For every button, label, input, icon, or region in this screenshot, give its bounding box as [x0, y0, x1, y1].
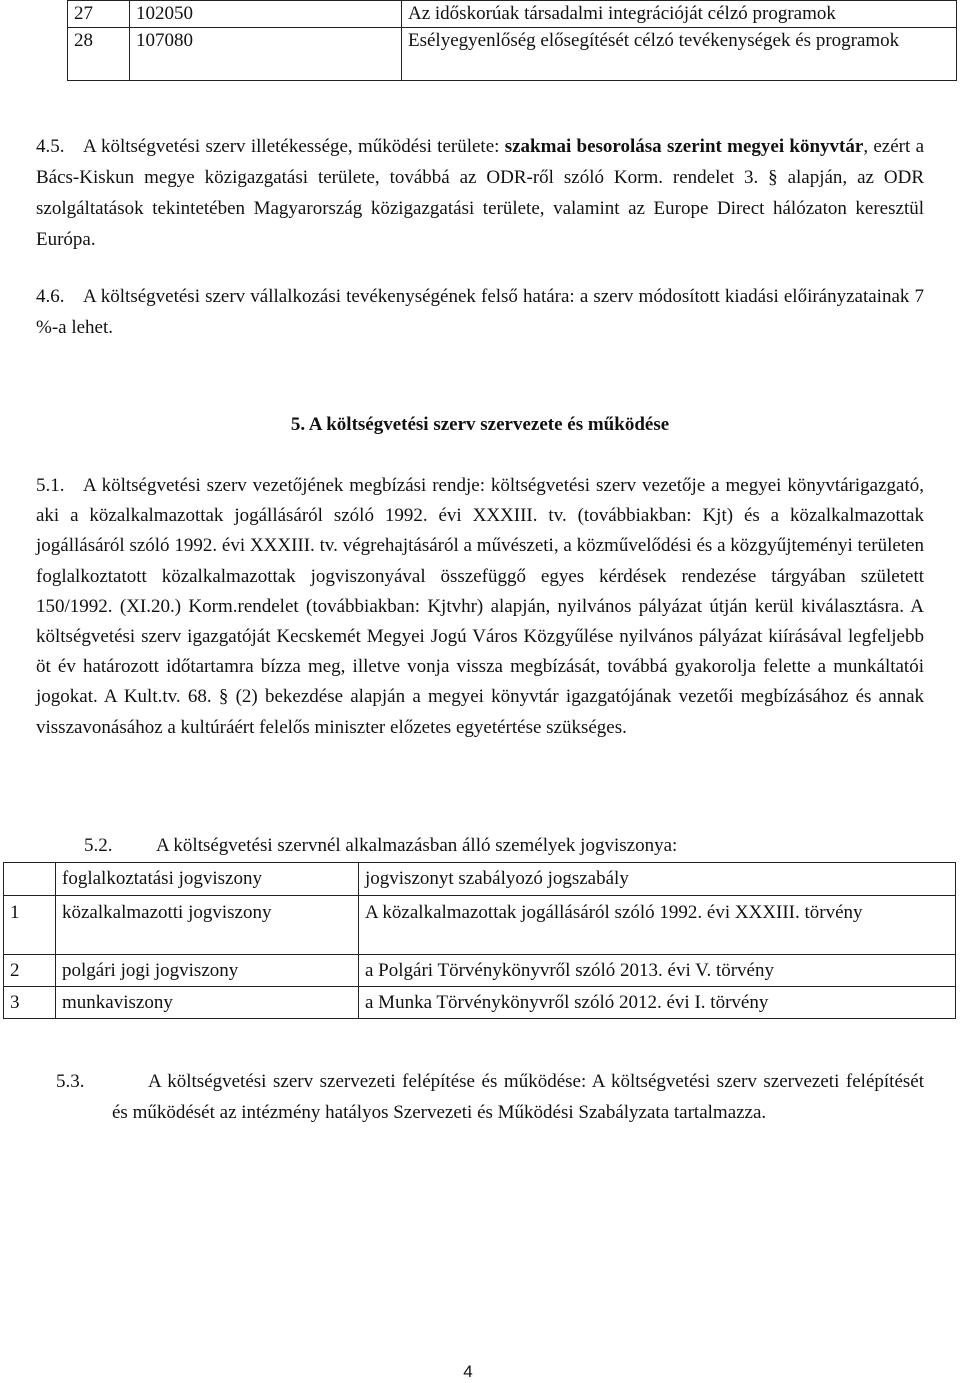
heading-5: 5. A költségvetési szerv szervezete és működése — [290, 414, 670, 435]
row-law: a Polgári Törvénykönyvről szóló 2013. évi V. törvény — [359, 955, 956, 987]
section-rest: , ezért a Bács-Kiskun megye közigazgatási területe, továbbá az ODR-ről szóló Korm. rendelet 3. § alapján, az ODR szolgáltatások tekintetében Magyarország közigazgatási területe, valamint az Europe Direct hálózaton keresztül Európa. — [36, 136, 924, 250]
section-5-1 — [36, 471, 924, 743]
header-cell — [4, 863, 56, 896]
row-code: 102050 — [130, 1, 402, 28]
employment-table — [3, 862, 956, 1019]
row-type: munkaviszony — [56, 987, 359, 1019]
row-number: 2 — [4, 955, 56, 987]
section-title: A költségvetési szervnél alkalmazásban álló személyek jogviszonya: — [156, 835, 678, 856]
table-row — [68, 1, 957, 28]
row-type: közalkalmazotti jogviszony — [56, 896, 359, 955]
section-text: A költségvetési szerv vállalkozási tevékenységének felső határa: a szerv módosított kiadási előirányzatainak 7 %-a lehet. — [36, 286, 924, 338]
row-text: Az időskorúak társadalmi integrációját célzó programok — [402, 1, 957, 28]
activity-table — [67, 0, 957, 81]
page-number: 4 — [463, 1362, 473, 1381]
row-number: 3 — [4, 987, 56, 1019]
section-text: A költségvetési szerv szervezeti felépítése és működése: A költségvetési szerv szervezeti felépítését és működését az intézmény hatályos Szervezeti és Működési Szabályzata tartalmazza. — [112, 1071, 924, 1123]
section-text: A költségvetési szerv vezetőjének megbízási rendje: költségvetési szerv vezetője a megyei könyvtárigazgató, aki a közalkalmazottak jogállásáról szóló 1992. évi XXXIII. tv. (továbbiakban: Kjt) és a közalkalmazottak jogállásáról szóló 1992. évi XXXIII. tv. végrehajtásáról a művészeti, a közművelődési és a közgyűjteményi területen foglalkoztatott közalkalmazottak jogviszonyával összefüggő egyes kérdések rendezése tárgyában született 150/1992. (XI.20.) Korm.rendelet (továbbiakban: Kjtvhr) alapján, nyilvános pályázat útján kerül kiválasztásra. A költségvetési szerv igazgatóját Kecskemét Megyei Jogú Város Közgyűlése nyilvános pályázat kiírásával legfeljebb öt év határozott időtartamra bízza meg, illetve vonja vissza megbízását, továbbá gyakorolja felette a munkáltatói jogokat. A Kult.tv. 68. § (2) bekezdése alapján a megyei könyvtár igazgatójának vezetői megbízásához és annak visszavonásához a kultúráért felelős miniszter előzetes egyetértése szükséges. — [36, 475, 924, 738]
row-number: 28 — [68, 28, 130, 81]
table-header-row — [4, 863, 956, 896]
section-number: 5.3. — [56, 1071, 85, 1092]
section-5-3 — [56, 1066, 924, 1128]
section-number: 5.1. — [36, 475, 65, 496]
section-bold: szakmai besorolása szerint megyei könyvtár — [504, 136, 864, 157]
row-type: polgári jogi jogviszony — [56, 955, 359, 987]
row-number: 1 — [4, 896, 56, 955]
row-text: Esélyegyenlőség elősegítését célzó tevékenységek és programok — [402, 28, 957, 81]
section-number: 4.6. — [36, 286, 65, 307]
section-4-5 — [36, 131, 924, 255]
header-cell: jogviszonyt szabályozó jogszabály — [359, 863, 956, 896]
row-law: A közalkalmazottak jogállásáról szóló 1992. évi XXXIII. törvény — [359, 896, 956, 955]
row-code: 107080 — [130, 28, 402, 81]
row-number: 27 — [68, 1, 130, 28]
table-row — [68, 28, 957, 81]
table-row — [4, 987, 956, 1019]
table-row — [4, 896, 956, 955]
section-intro: A költségvetési szerv illetékessége, működési területe: — [83, 136, 500, 157]
header-cell: foglalkoztatási jogviszony — [56, 863, 359, 896]
row-law: a Munka Törvénykönyvről szóló 2012. évi I. törvény — [359, 987, 956, 1019]
section-4-6 — [36, 281, 924, 343]
section-number: 5.2. — [84, 835, 113, 856]
table-row — [4, 955, 956, 987]
section-5-2-title — [84, 831, 677, 861]
section-number: 4.5. — [36, 136, 65, 157]
